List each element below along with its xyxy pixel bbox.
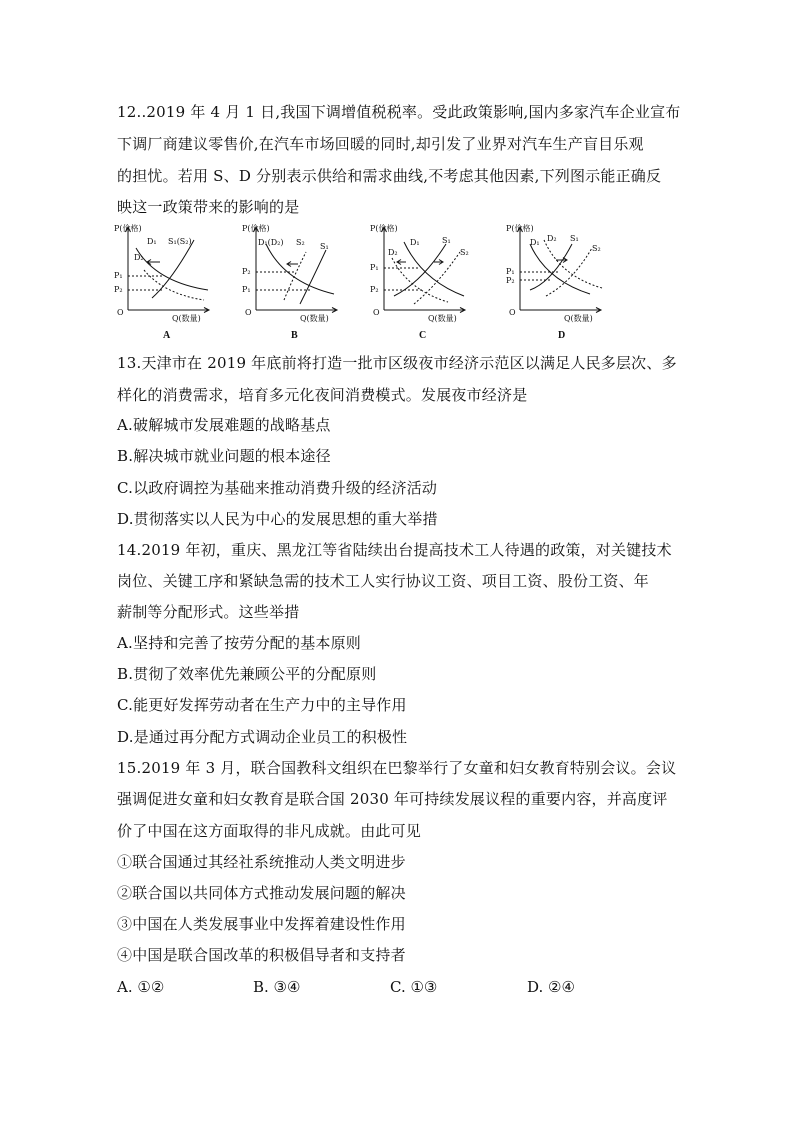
graph-b xyxy=(236,224,356,346)
graph-c xyxy=(364,224,484,346)
question-14-text-line: 岗位、关键工序和紧缺急需的技术工人实行协议工资、项目工资、股份工资、年 xyxy=(117,572,650,590)
curve-label: S₂ xyxy=(592,244,601,253)
graph-caption: C xyxy=(419,330,427,341)
statement-2: ②联合国以共同体方式推动发展问题的解决 xyxy=(117,884,406,902)
curve-label: D₁ xyxy=(410,238,420,247)
curve-label: D₁ xyxy=(530,238,540,247)
curve-label: S₁ xyxy=(442,236,451,245)
choice-d: D. ②④ xyxy=(527,978,575,996)
x-axis-label: Q(数量) xyxy=(172,314,201,323)
question-15-text-line: 强调促进女童和妇女教育是联合国 2030 年可持续发展议程的重要内容，并高度评 xyxy=(117,790,668,808)
curve-label: D₁ xyxy=(147,237,157,246)
curve-label: S₁ xyxy=(570,234,579,243)
option-a: A.破解城市发展难题的战略基点 xyxy=(117,416,331,434)
x-axis-label: Q(数量) xyxy=(564,314,593,323)
y-axis-label: P(价格) xyxy=(506,224,534,233)
statement-3: ③中国在人类发展事业中发挥着建设性作用 xyxy=(117,915,406,933)
price-label: P₂ xyxy=(242,267,251,276)
supply-demand-graphs xyxy=(108,224,628,346)
choice-c: C. ①③ xyxy=(390,978,438,996)
curve-label: S₂ xyxy=(460,248,469,257)
question-12-text-line: 12..2019 年 4 月 1 日,我国下调增值税税率。受此政策影响,国内多家汽车企业宣布 xyxy=(117,103,681,121)
graph-caption: B xyxy=(291,330,298,341)
question-15-text-line: 15.2019 年 3 月，联合国教科文组织在巴黎举行了女童和妇女教育特别会议。会议 xyxy=(117,759,677,777)
graph-a xyxy=(108,224,228,346)
question-12-text-line: 的担忧。若用 S、D 分别表示供给和需求曲线,不考虑其他因素,下列图示能正确反 xyxy=(117,167,662,185)
statement-4: ④中国是联合国改革的积极倡导者和支持者 xyxy=(117,946,406,964)
curve-label: D₂ xyxy=(388,248,398,257)
price-label: P₁ xyxy=(242,285,251,294)
curve-label: S₁(S₂) xyxy=(168,237,192,246)
price-label: P₂ xyxy=(114,285,123,294)
choice-a: A. ①② xyxy=(117,978,165,996)
origin-label: O xyxy=(373,308,380,317)
choice-b: B. ③④ xyxy=(253,978,301,996)
option-a: A.坚持和完善了按劳分配的基本原则 xyxy=(117,634,362,652)
question-12-text-line: 映这一政策带来的影响的是 xyxy=(117,198,300,216)
y-axis-label: P(价格) xyxy=(114,224,142,233)
price-label: P₂ xyxy=(370,285,379,294)
option-d: D.贯彻落实以人民为中心的发展思想的重大举措 xyxy=(117,510,438,528)
option-b: B.解决城市就业问题的根本途径 xyxy=(117,447,331,465)
price-label: P₁ xyxy=(114,271,123,280)
curve-label: S₁ xyxy=(320,242,329,251)
price-label: P₁ xyxy=(370,263,379,272)
question-14-text-line: 薪制等分配形式。这些举措 xyxy=(117,603,300,621)
question-13-text-line: 13.天津市在 2019 年底前将打造一批市区级夜市经济示范区以满足人民多层次、多 xyxy=(117,354,677,372)
y-axis-label: P(价格) xyxy=(370,224,398,233)
origin-label: O xyxy=(509,308,516,317)
graph-caption: A xyxy=(163,330,171,341)
question-13-text-line: 样化的消费需求，培育多元化夜间消费模式。发展夜市经济是 xyxy=(117,386,528,404)
x-axis-label: Q(数量) xyxy=(300,314,329,323)
origin-label: O xyxy=(117,308,124,317)
curve-label: D₂ xyxy=(547,234,557,243)
question-12-text-line: 下调厂商建议零售价,在汽车市场回暖的同时,却引发了业界对汽车生产盲目乐观 xyxy=(117,135,644,153)
graph-d xyxy=(500,224,620,346)
price-label: P₂ xyxy=(506,276,515,285)
option-b: B.贯彻了效率优先兼顾公平的分配原则 xyxy=(117,665,377,683)
y-axis-label: P(价格) xyxy=(242,224,270,233)
question-14-text-line: 14.2019 年初，重庆、黑龙江等省陆续出台提高技术工人待遇的政策，对关键技术 xyxy=(117,541,672,559)
option-c: C.能更好发挥劳动者在生产力中的主导作用 xyxy=(117,696,407,714)
option-d: D.是通过再分配方式调动企业员工的积极性 xyxy=(117,728,408,746)
graph-caption: D xyxy=(558,330,566,341)
x-axis-label: Q(数量) xyxy=(428,314,457,323)
option-c: C.以政府调控为基础来推动消费升级的经济活动 xyxy=(117,479,438,497)
statement-1: ①联合国通过其经社系统推动人类文明进步 xyxy=(117,853,406,871)
curve-label: D₂ xyxy=(134,253,144,262)
price-label: P₁ xyxy=(506,267,515,276)
curve-label: D₁(D₂) xyxy=(258,238,284,247)
curve-label: S₂ xyxy=(296,238,305,247)
question-15-text-line: 价了中国在这方面取得的非凡成就。由此可见 xyxy=(117,822,422,840)
origin-label: O xyxy=(245,308,252,317)
